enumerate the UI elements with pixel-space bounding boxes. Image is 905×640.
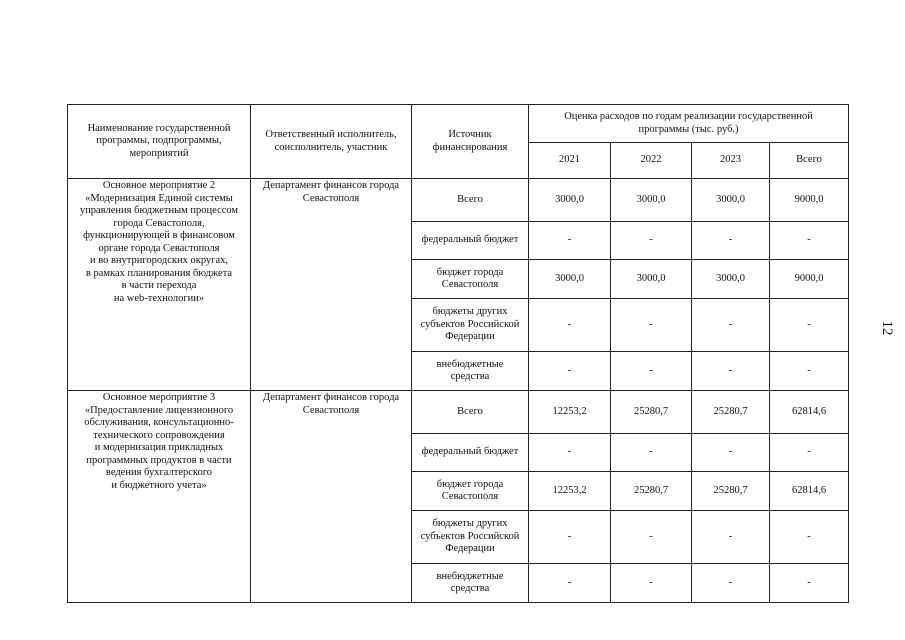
value-cell: 62814,6 (770, 472, 849, 511)
value-cell: - (611, 299, 692, 352)
value-cell: 25280,7 (611, 472, 692, 511)
table-row (68, 391, 849, 434)
value-cell: 62814,6 (770, 391, 849, 434)
funding-source: федеральный бюджет (412, 222, 529, 260)
value-cell: - (692, 434, 770, 472)
value-cell: - (611, 434, 692, 472)
header-executor: Ответственный исполнитель, соисполнитель, участник (251, 105, 412, 179)
value-cell: - (770, 222, 849, 260)
value-cell: - (692, 352, 770, 391)
value-cell: - (611, 564, 692, 603)
header-source: Источник финансирования (412, 105, 529, 179)
value-cell: 25280,7 (692, 391, 770, 434)
funding-source: бюджет города Севастополя (412, 472, 529, 511)
header-row (68, 105, 849, 143)
value-cell: - (529, 434, 611, 472)
funding-source: бюджет города Севастополя (412, 260, 529, 299)
value-cell: - (529, 564, 611, 603)
funding-source: Всего (412, 391, 529, 434)
value-cell: - (770, 299, 849, 352)
value-cell: - (529, 511, 611, 564)
value-cell: 12253,2 (529, 472, 611, 511)
measure-name: Основное мероприятие 2 «Модернизация Единой системы управления бюджетным процессом города Севастополя, функционирующей в финансовом органе города Севастополя и во внутригородских округах, в рамках планирования бюджета в части перехода на web-технологии» (68, 179, 251, 391)
value-cell: - (692, 564, 770, 603)
header-year-2023: 2023 (692, 143, 770, 179)
funding-source: Всего (412, 179, 529, 222)
value-cell: - (770, 564, 849, 603)
value-cell: - (770, 352, 849, 391)
header-name: Наименование государственной программы, подпрограммы, мероприятий (68, 105, 251, 179)
table-row (68, 179, 849, 222)
value-cell: 3000,0 (611, 260, 692, 299)
value-cell: 25280,7 (692, 472, 770, 511)
value-cell: - (692, 222, 770, 260)
value-cell: - (770, 511, 849, 564)
value-cell: 3000,0 (692, 179, 770, 222)
funding-source: внебюджетные средства (412, 352, 529, 391)
value-cell: - (692, 299, 770, 352)
executor: Департамент финансов города Севастополя (251, 179, 412, 391)
value-cell: 3000,0 (611, 179, 692, 222)
value-cell: - (529, 299, 611, 352)
value-cell: - (611, 352, 692, 391)
value-cell: 3000,0 (692, 260, 770, 299)
value-cell: 12253,2 (529, 391, 611, 434)
value-cell: - (770, 434, 849, 472)
header-year-2022: 2022 (611, 143, 692, 179)
header-estimate: Оценка расходов по годам реализации государственной программы (тыс. руб.) (529, 105, 849, 143)
funding-source: федеральный бюджет (412, 434, 529, 472)
funding-source: внебюджетные средства (412, 564, 529, 603)
value-cell: - (611, 511, 692, 564)
executor: Департамент финансов города Севастополя (251, 391, 412, 603)
page-number: 12 (879, 320, 895, 336)
value-cell: 3000,0 (529, 260, 611, 299)
budget-table (67, 104, 849, 603)
value-cell: 9000,0 (770, 260, 849, 299)
value-cell: - (611, 222, 692, 260)
value-cell: - (529, 222, 611, 260)
value-cell: 25280,7 (611, 391, 692, 434)
value-cell: - (529, 352, 611, 391)
value-cell: - (692, 511, 770, 564)
header-year-total: Всего (770, 143, 849, 179)
funding-source: бюджеты других субъектов Российской Федерации (412, 299, 529, 352)
value-cell: 9000,0 (770, 179, 849, 222)
value-cell: 3000,0 (529, 179, 611, 222)
header-year-2021: 2021 (529, 143, 611, 179)
funding-source: бюджеты других субъектов Российской Федерации (412, 511, 529, 564)
measure-name: Основное мероприятие 3 «Предоставление лицензионного обслуживания, консультационно- технического сопровождения и модернизация прикладных программных продуктов в части ведения бухгалтерского и бюджетного учета» (68, 391, 251, 603)
